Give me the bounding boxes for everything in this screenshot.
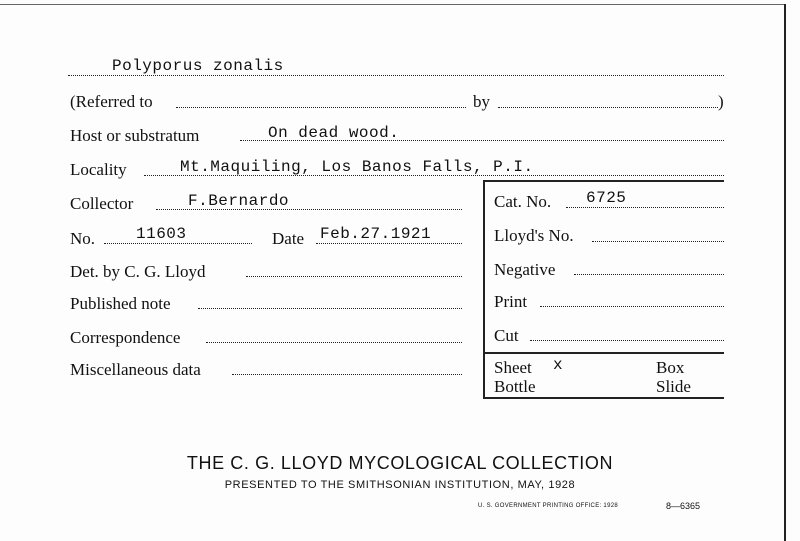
number-label: No. <box>70 229 96 248</box>
host-label: Host or substratum <box>70 126 200 145</box>
catalog-box-bottom-border <box>483 397 724 399</box>
form-number: 8—6365 <box>666 501 701 511</box>
correspondence-label: Correspondence <box>70 328 181 347</box>
det-by-line <box>246 276 462 277</box>
host-value: On dead wood. <box>268 124 400 142</box>
number-value: 11603 <box>136 225 187 243</box>
published-note-line <box>198 308 462 309</box>
det-by-label: Det. by C. G. Lloyd <box>70 262 206 281</box>
specimen-name: Polyporus zonalis <box>112 57 284 75</box>
correspondence-line <box>206 342 462 343</box>
catalog-box-left-border <box>483 180 485 398</box>
collection-subtitle: PRESENTED TO THE SMITHSONIAN INSTITUTION, MAY, 1928 <box>224 479 576 491</box>
cat-no-value: 6725 <box>586 189 627 207</box>
date-value: Feb.27.1921 <box>320 225 432 243</box>
misc-data-label: Miscellaneous data <box>70 360 201 379</box>
catalog-box-divider <box>483 352 724 354</box>
published-note-label: Published note <box>70 294 171 313</box>
bottle-label: Bottle <box>494 377 536 396</box>
cut-line <box>530 340 724 341</box>
cat-no-label: Cat. No. <box>494 192 552 211</box>
referred-to-line <box>176 107 466 108</box>
printer-imprint: U. S. GOVERNMENT PRINTING OFFICE: 1928 <box>478 503 618 509</box>
print-line <box>540 306 724 307</box>
sheet-mark: x <box>553 356 564 374</box>
cut-label: Cut <box>494 326 519 345</box>
by-label: by <box>473 92 490 111</box>
slide-label: Slide <box>656 377 691 396</box>
sheet-label: Sheet <box>494 358 532 377</box>
print-label: Print <box>494 292 528 311</box>
box-label: Box <box>656 358 685 377</box>
collection-title: THE C. G. LLOYD MYCOLOGICAL COLLECTION <box>186 453 614 473</box>
date-label: Date <box>272 229 305 248</box>
negative-label: Negative <box>494 260 556 279</box>
lloyds-no-label: Lloyd's No. <box>494 226 574 245</box>
collector-label: Collector <box>70 194 134 213</box>
referred-to-label: (Referred to <box>70 92 153 111</box>
catalog-box-top-border <box>483 180 724 182</box>
lloyds-no-line <box>592 241 724 242</box>
by-line <box>498 107 718 108</box>
misc-data-line <box>232 374 462 375</box>
locality-value: Mt.Maquiling, Los Banos Falls, P.I. <box>180 158 534 176</box>
negative-line <box>574 274 724 275</box>
close-paren: ) <box>718 92 724 111</box>
card-top-edge <box>0 4 786 5</box>
locality-label: Locality <box>70 160 127 179</box>
collector-value: F.Bernardo <box>188 192 290 210</box>
